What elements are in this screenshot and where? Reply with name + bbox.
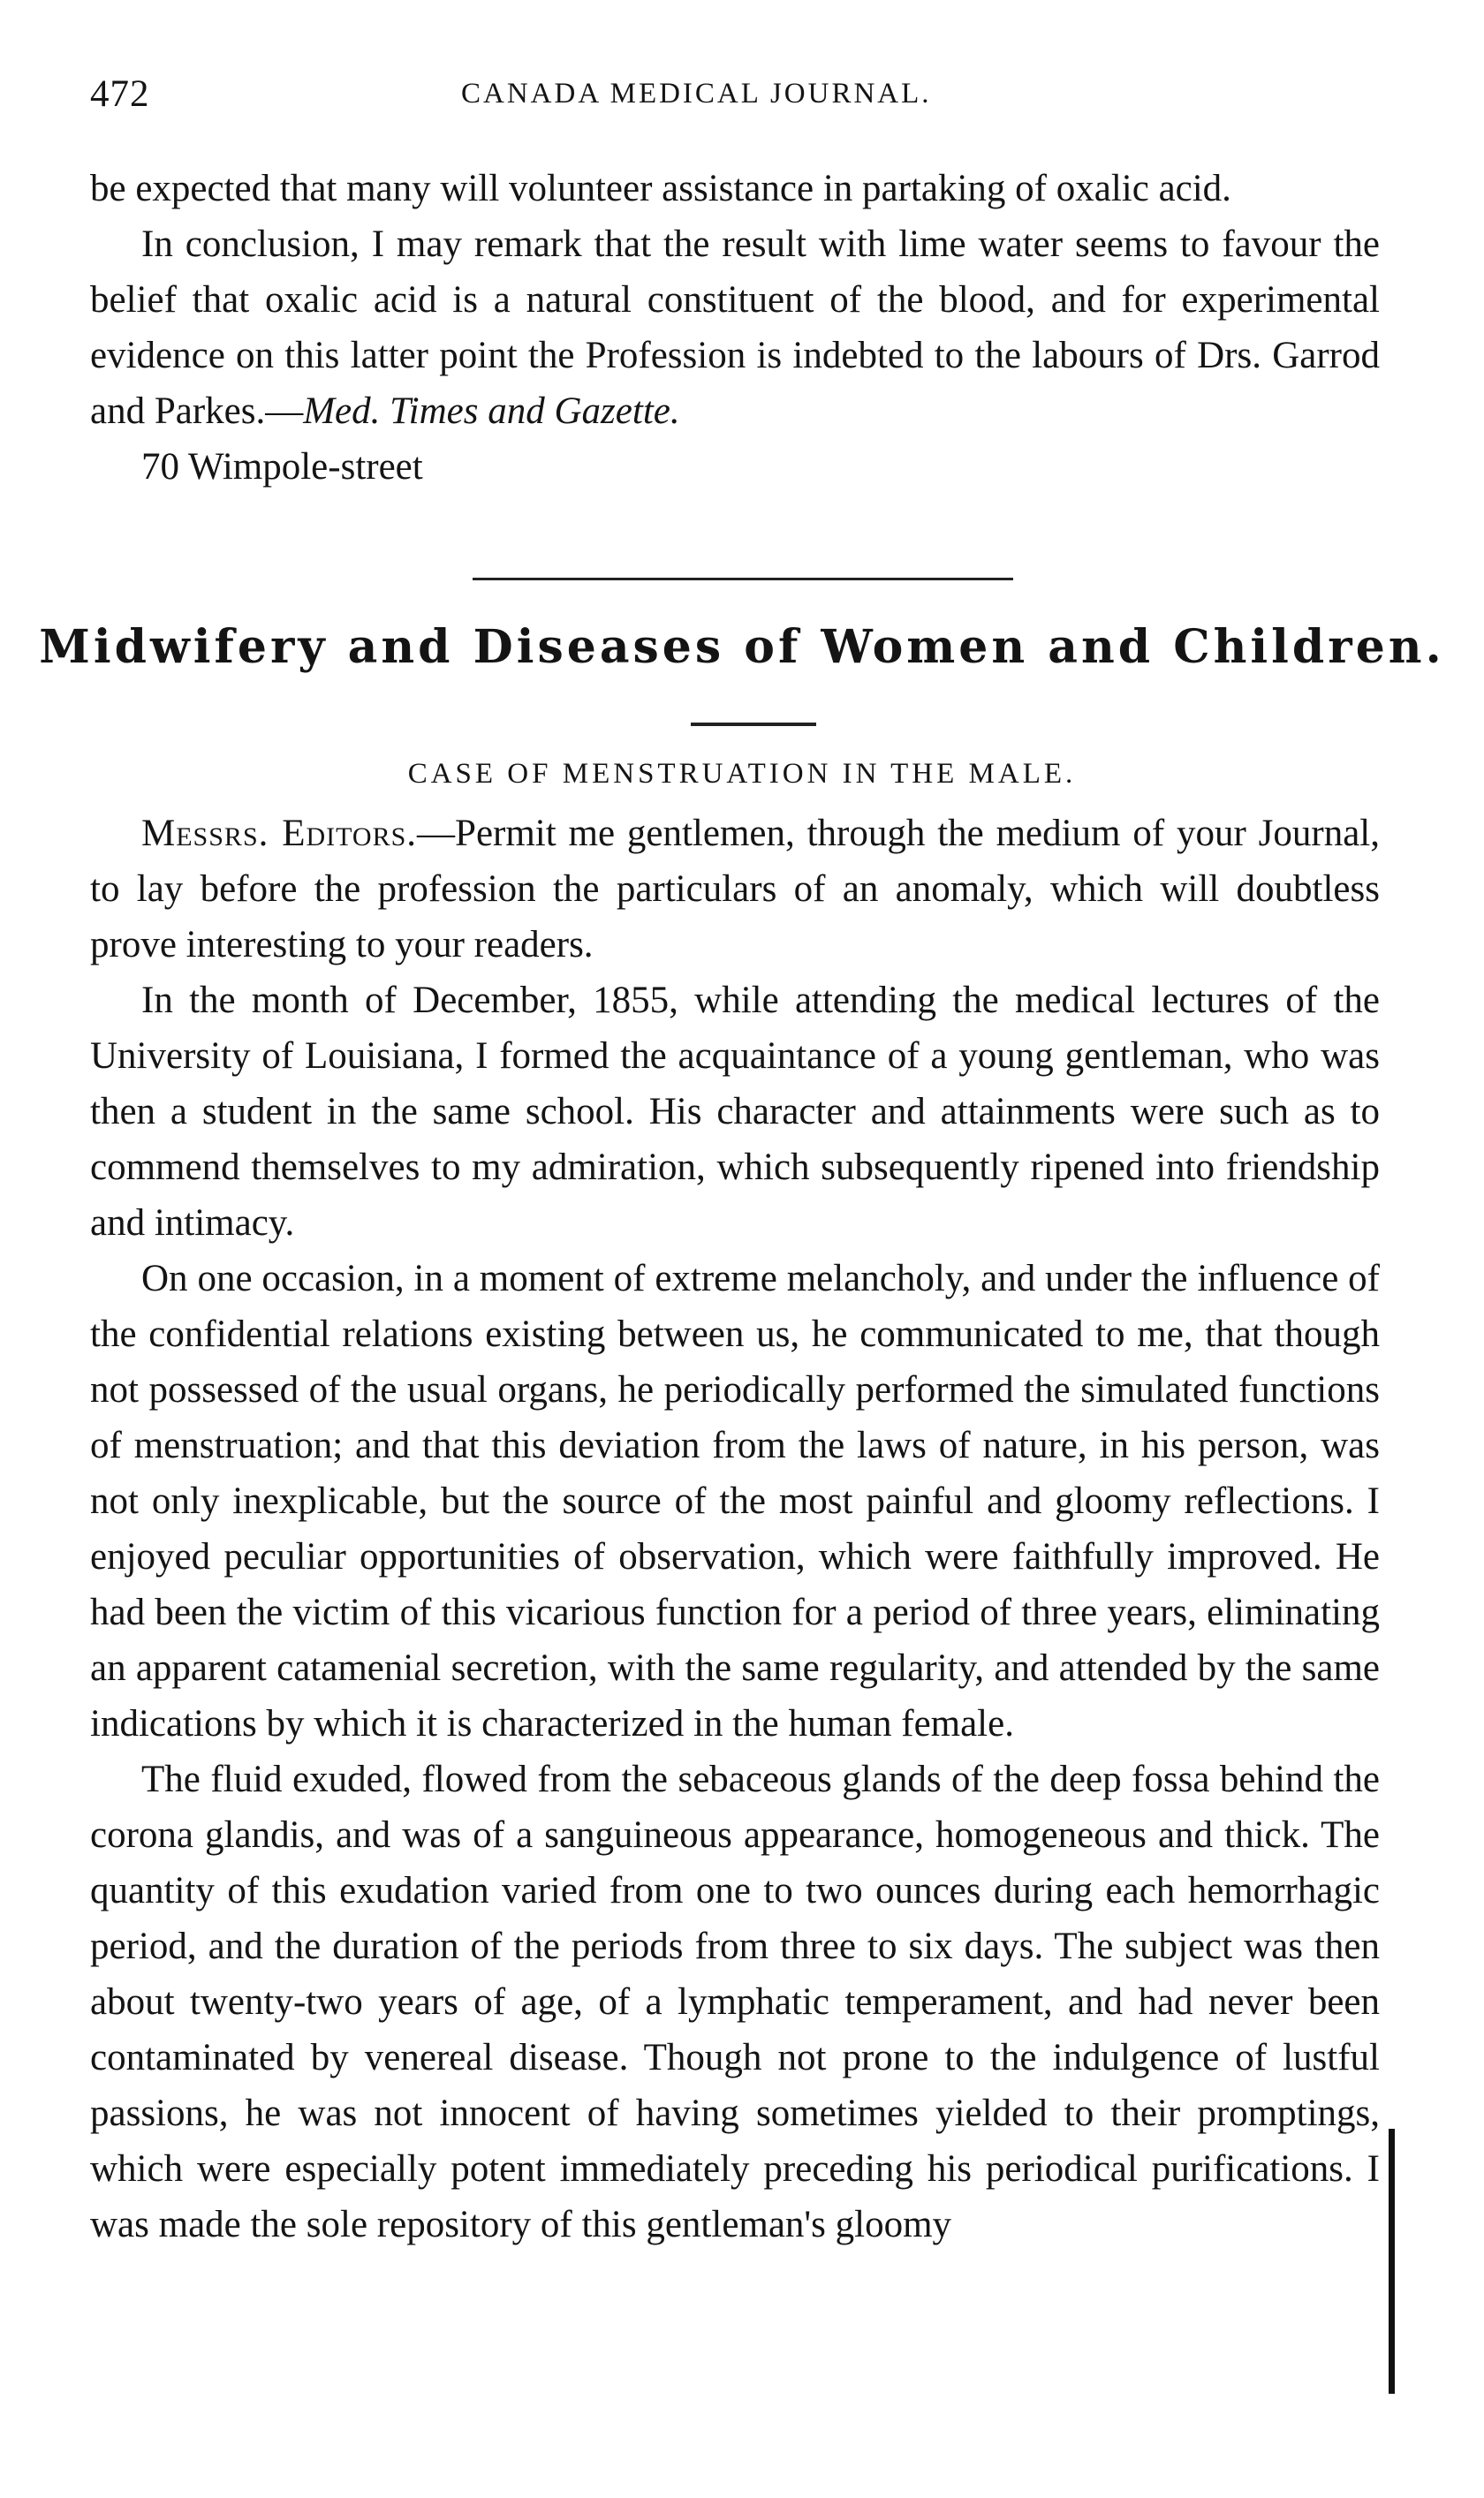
previous-article-ending: [90, 161, 1380, 495]
title-divider-rule: [691, 723, 816, 726]
paragraph: [90, 806, 1380, 973]
section-divider-rule: [473, 578, 1013, 580]
article-title: CASE OF MENSTRUATION IN THE MALE.: [407, 758, 1077, 790]
salutation: Messrs. Editors.: [141, 813, 418, 854]
paragraph: On one occasion, in a moment of extreme melancholy, and under the influence of the confidential relations existing between us, he communicated to me, that though not possessed of the usual organs, he periodically performed the simulated functions of menstruation; and that this deviation from the laws of nature, in his person, was not only inexplicable, but the source of the most painful and gloomy reflections. I enjoyed peculiar opportunities of observation, which were faithfully improved. He had been the victim of this vicarious function for a period of three years, eliminating an apparent catamenial secretion, with the same regularity, and attended by the same indications by which it is characterized in the human female.: [90, 1258, 1380, 1745]
paragraph-text: —Permit me gentlemen, through the medium of your Journal, to lay before the profession the particulars of an anomaly, which will doubtless prove interesting to your readers.: [90, 813, 1380, 965]
paragraph-text: In conclusion, I may remark that the result with lime water seems to favour the belief that oxalic acid is a natural constituent of the blood, and for experimental evidence on this latter point the Profession is indebted to the labours of Drs. Garrod and Parkes.—: [90, 223, 1380, 432]
paragraph: [90, 216, 1380, 439]
paragraph: be expected that many will volunteer assistance in partaking of oxalic acid.: [90, 168, 1231, 209]
running-head: [90, 72, 1397, 125]
paragraph: In the month of December, 1855, while attending the medical lectures of the University of Louisiana, I formed the acquaintance of a young gentleman, who was then a student in the same school. His character and attainments were such as to commend themselves to my admiration, which subsequently ripened into friendship and intimacy.: [90, 980, 1380, 1244]
page-number: 472: [90, 73, 150, 115]
paragraph: The fluid exuded, flowed from the sebaceous glands of the deep fossa behind the corona glandis, and was of a sanguineous appearance, homogeneous and thick. The quantity of this exudation varied from one to two ounces during each hemorrhagic period, and the duration of the periods from three to six days. The subject was then about twenty-two years of age, of a lymphatic temperament, and had never been contaminated by venereal disease. Though not prone to the indulgence of lustful passions, he was not innocent of having sometimes yielded to their promptings, which were especially potent immediately preceding his periodical purifications. I was made the sole repository of this gentleman's gloomy: [90, 1759, 1380, 2245]
address-line: 70 Wimpole-street: [141, 446, 423, 488]
section-heading: Midwifery and Diseases of Women and Children.: [39, 620, 1445, 674]
article-body: [90, 806, 1380, 2252]
source-citation: Med. Times and Gazette.: [303, 390, 680, 432]
journal-title: CANADA MEDICAL JOURNAL.: [461, 78, 932, 110]
page-edge-shadow: [1389, 2129, 1395, 2394]
